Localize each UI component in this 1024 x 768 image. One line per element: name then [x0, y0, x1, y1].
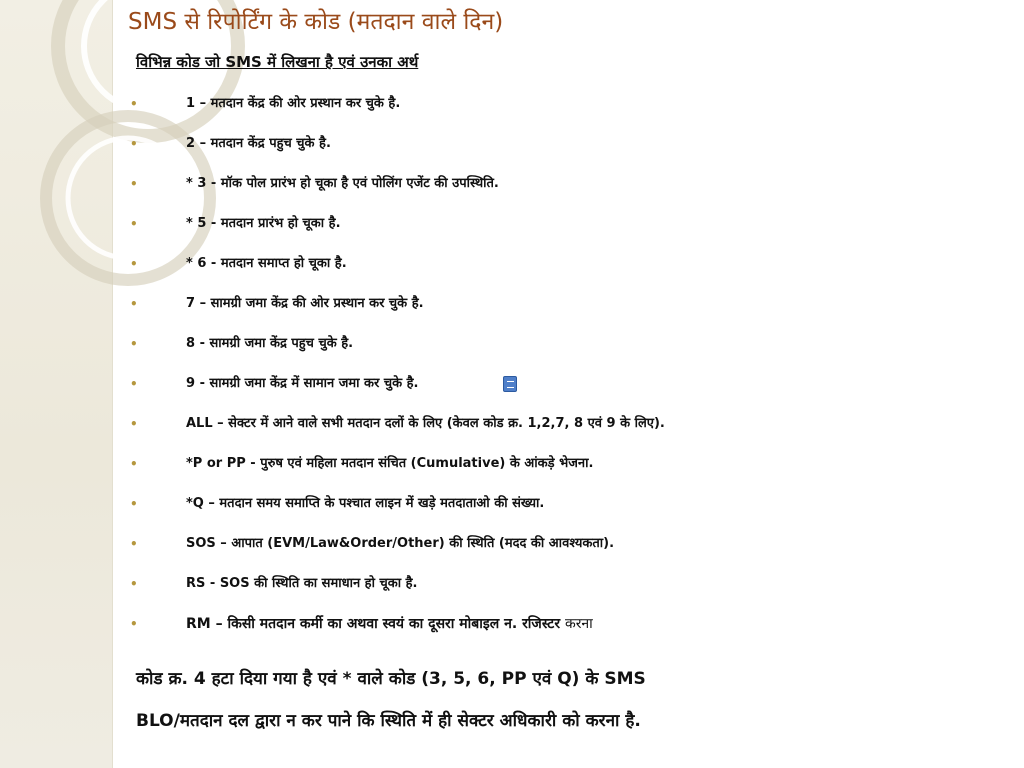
- bullet-icon: •: [130, 337, 138, 351]
- list-item: [130, 412, 1010, 452]
- list-item: [130, 132, 1010, 172]
- note-icon[interactable]: [503, 376, 517, 392]
- bullet-icon: •: [130, 537, 138, 551]
- code-text-rm: [186, 612, 593, 636]
- code-text-trailing: करना: [564, 616, 593, 632]
- code-text-main: RM – किसी मतदान कर्मी का अथवा स्वयं का दूसरा मोबाइल न. रजिस्टर: [186, 616, 561, 632]
- slide-subtitle: विभिन्न कोड जो SMS में लिखना है एवं उनका अर्थ: [136, 53, 419, 71]
- bullet-icon: •: [130, 97, 138, 111]
- bullet-icon: •: [130, 577, 138, 591]
- list-item: [130, 252, 1010, 292]
- footer-note-line2: BLO/मतदान दल द्वारा न कर पाने कि स्थिति में ही सेक्टर अधिकारी को करना है.: [136, 711, 641, 731]
- bullet-icon: •: [130, 497, 138, 511]
- bullet-icon: •: [130, 137, 138, 151]
- code-text: ALL – सेक्टर में आने वाले सभी मतदान दलों के लिए (केवल कोड क्र. 1,2,7, 8 एवं 9 के लिए).: [186, 416, 665, 431]
- slide-title: SMS से रिपोर्टिंग के कोड (मतदान वाले दिन): [128, 9, 504, 35]
- code-text: 7 – सामग्री जमा केंद्र की ओर प्रस्थान कर चुके है.: [186, 296, 424, 311]
- bullet-icon: •: [130, 177, 138, 191]
- code-text: * 5 - मतदान प्रारंभ हो चूका है.: [186, 216, 341, 231]
- list-item: [130, 492, 1010, 532]
- left-decor-panel: [0, 0, 112, 768]
- list-item: [130, 572, 1010, 612]
- list-item: [130, 532, 1010, 572]
- code-text: * 6 - मतदान समाप्त हो चूका है.: [186, 256, 347, 271]
- code-text: 9 - सामग्री जमा केंद्र में सामान जमा कर चुके है.: [186, 376, 419, 391]
- code-text: RS - SOS की स्थिति का समाधान हो चूका है.: [186, 576, 418, 591]
- bullet-icon: •: [130, 297, 138, 311]
- list-item: [130, 332, 1010, 372]
- code-text: 8 - सामग्री जमा केंद्र पहुच चुके है.: [186, 336, 354, 351]
- list-item: [130, 212, 1010, 252]
- code-text: 2 – मतदान केंद्र पहुच चुके है.: [186, 136, 331, 151]
- list-item: [130, 172, 1010, 212]
- code-text: * 3 - मॉक पोल प्रारंभ हो चूका है एवं पोलिंग एजेंट की उपस्थिति.: [186, 176, 499, 191]
- code-text: *P or PP - पुरुष एवं महिला मतदान संचित (Cumulative) के आंकड़े भेजना.: [186, 456, 594, 471]
- code-text: *Q – मतदान समय समाप्ति के पश्चात लाइन में खड़े मतदाताओ की संख्या.: [186, 496, 545, 511]
- bullet-icon: •: [130, 377, 138, 391]
- code-text: 1 – मतदान केंद्र की ओर प्रस्थान कर चुके है.: [186, 96, 401, 111]
- bullet-icon: •: [130, 457, 138, 471]
- code-list: [130, 92, 1010, 656]
- list-item: [130, 612, 1010, 656]
- bullet-icon: •: [130, 217, 138, 231]
- panel-divider: [112, 0, 113, 768]
- bullet-icon: •: [130, 417, 138, 431]
- bullet-icon: •: [130, 257, 138, 271]
- code-text: SOS – आपात (EVM/Law&Order/Other) की स्थिति (मदद की आवश्यकता).: [186, 536, 615, 551]
- list-item: [130, 292, 1010, 332]
- list-item: [130, 372, 1010, 412]
- bullet-icon: •: [130, 617, 138, 631]
- list-item: [130, 92, 1010, 132]
- footer-note-line1: कोड क्र. 4 हटा दिया गया है एवं * वाले कोड (3, 5, 6, PP एवं Q) के SMS: [136, 669, 646, 689]
- list-item: [130, 452, 1010, 492]
